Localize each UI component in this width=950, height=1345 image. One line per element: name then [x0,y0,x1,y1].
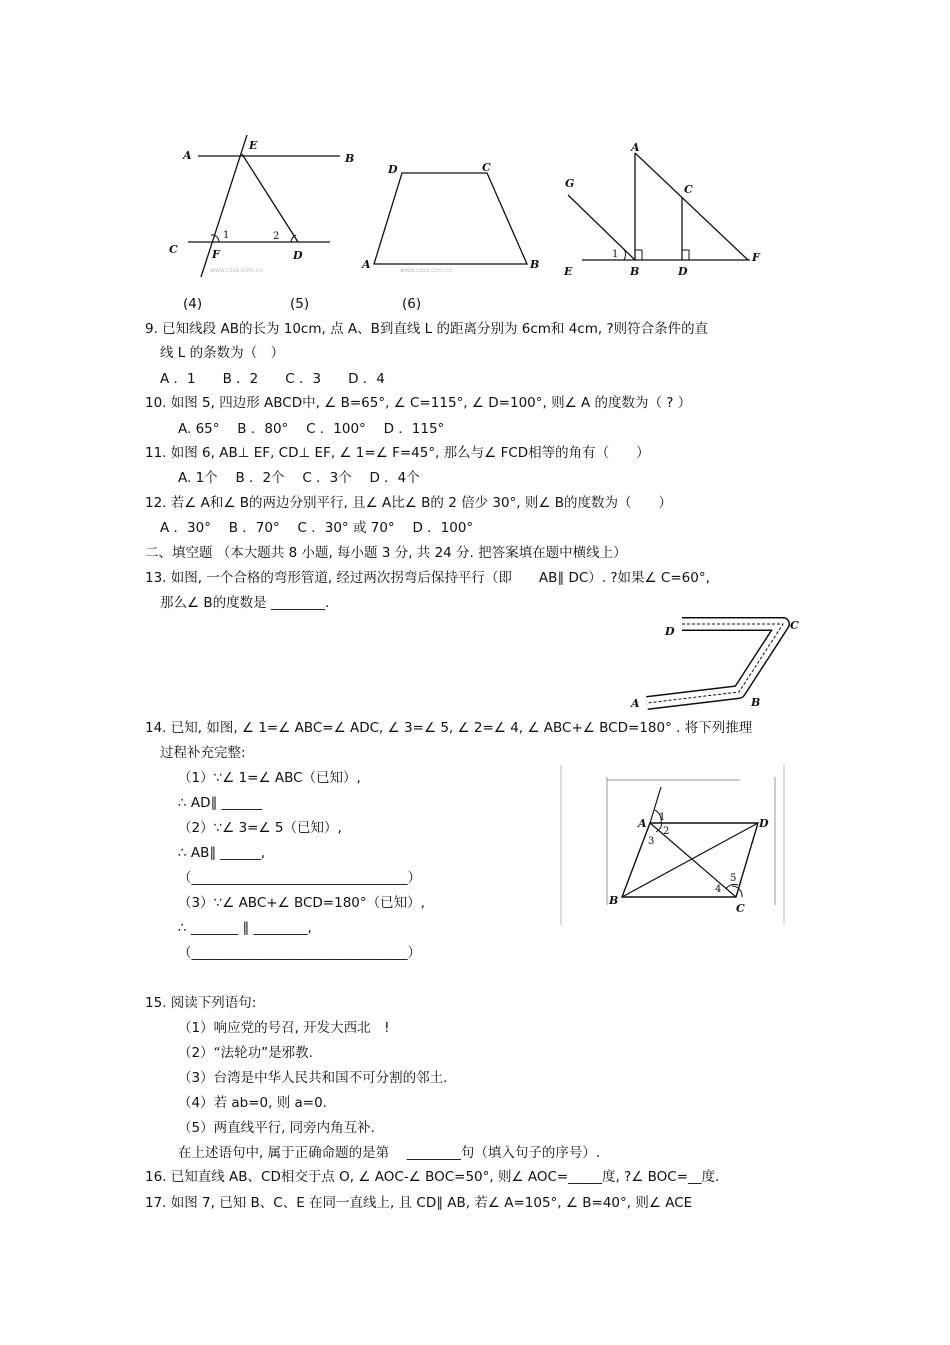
fig14-label-d: D [759,817,769,830]
fig4-label-e: E [249,139,258,152]
q15-item2: （2）“法轮功”是邪教. [178,1045,313,1061]
fig5-label-b: B [530,258,540,271]
fig4-angle-1: 1 [223,230,230,241]
q14-step2-reason: （________________________________） [178,870,421,886]
q14-figure [560,765,790,930]
q12-options: A ．30° B ．70° C ．30° 或 70° D ．100° [160,520,474,536]
fig6-label-d: D [678,265,688,278]
q15-item1: （1）响应党的号召, 开发大西北 ! [178,1020,390,1036]
fig14-angle-4: 4 [715,884,722,895]
figure-5-diagram [360,160,545,275]
caption-fig6: (6) [402,296,422,312]
q14-step1: （1）∵∠ 1=∠ ABC（已知）, [178,770,361,786]
fig6-angle-1: 1 [612,249,619,260]
q10-options: A. 65° B ．80° C ．100° D ．115° [178,421,445,437]
pipe-label-c: C [790,619,799,632]
figure-4 [165,135,365,285]
q9-line2: 线 L 的条数为（ ） [160,345,285,361]
q14-line1: 14. 已知, 如图, ∠ 1=∠ ABC=∠ ADC, ∠ 3=∠ 5, ∠ 2=∠ 4, ∠ ABC+∠ BCD=180° . 将下列推理 [145,720,753,736]
q9-line1: 9. 已知线段 AB的长为 10cm, 点 A、B到直线 L 的距离分别为 6cm和 4cm, ?则符合条件的直 [145,321,709,337]
q15-stem: 15. 阅读下列语句: [145,995,257,1011]
q14-step2-result: ∴ AB∥ ______, [178,845,266,861]
pipe-label-d: D [665,625,675,638]
fig14-label-c: C [736,902,745,915]
q15-item4: （4）若 ab=0, 则 a=0. [178,1095,327,1111]
figure-6 [560,135,770,285]
fig6-label-b: B [630,265,640,278]
fig5-watermark: www.czsx.com.cn [400,267,453,274]
fig14-angle-5: 5 [730,873,737,884]
pipe-label-a: A [631,697,640,710]
fig14-angle-3: 3 [648,836,655,847]
q13-line1: 13. 如图, 一个合格的弯形管道, 经过两次拐弯后保持平行（即 AB∥ DC）. ?如果∠ C=60°, [145,570,710,586]
q15-item5: （5）两直线平行, 同旁内角互补. [178,1120,375,1136]
q12-stem: 12. 若∠ A和∠ B的两边分别平行, 且∠ A比∠ B的 2 倍少 30°, 则∠ B的度数为（ ） [145,495,673,511]
pipe-figure-diagram [625,615,815,715]
q14-step1-result: ∴ AD∥ ______ [178,795,263,811]
q11-stem: 11. 如图 6, AB⊥ EF, CD⊥ EF, ∠ 1=∠ F=45°, 那么与∠ FCD相等的角有（ ） [145,445,650,461]
q14-figure-diagram [560,765,790,930]
fig4-label-d: D [293,249,303,262]
q17-stem: 17. 如图 7, 已知 B、C、E 在同一直线上, 且 CD∥ AB, 若∠ A=105°, ∠ B=40°, 则∠ ACE [145,1195,693,1211]
q14-step3: （3）∵∠ ABC+∠ BCD=180°（已知）, [178,895,425,911]
section-2-heading: 二、填空题 （本大题共 8 小题, 每小题 3 分, 共 24 分. 把答案填在题中横线上） [145,545,627,561]
fig6-label-g: G [565,177,575,190]
figure-5 [360,160,545,275]
fig6-label-c: C [684,183,693,196]
q11-options: A. 1个 B ．2个 C ．3个 D ．4个 [178,470,420,486]
q14-step3-reason: （________________________________） [178,945,421,961]
q14-step3-result: ∴ _______ ∥ ________, [178,920,312,936]
figure-6-diagram [560,135,770,285]
fig5-label-c: C [482,161,491,174]
pipe-label-b: B [751,696,761,709]
fig4-watermark: www.czsx.com.cn [210,267,263,274]
fig14-label-b: B [609,894,619,907]
q15-question: 在上述语句中, 属于正确命题的是第 ________句（填入句子的序号）. [178,1145,601,1161]
fig6-label-f: F [752,251,760,264]
fig4-label-a: A [183,149,192,162]
q13-line2: 那么∠ B的度数是 ________. [160,595,330,611]
fig4-label-f: F [212,248,220,261]
q16-stem: 16. 已知直线 AB、CD相交于点 O, ∠ AOC-∠ BOC=50°, 则∠ AOC=_____度, ?∠ BOC=__度. [145,1169,720,1185]
pipe-figure [625,615,815,715]
fig14-angle-2: 2 [663,826,670,837]
fig4-label-b: B [345,152,355,165]
fig5-label-a: A [362,258,371,271]
fig4-label-c: C [169,243,178,256]
fig6-label-e: E [564,265,573,278]
q9-options: A ．1 B ．2 C ．3 D ．4 [160,371,385,387]
figure-4-diagram [165,135,365,285]
q14-line2: 过程补充完整: [160,745,246,761]
q14-step2: （2）∵∠ 3=∠ 5（已知）, [178,820,342,836]
fig4-angle-2: 2 [273,231,280,242]
caption-fig4: (4) [183,296,203,312]
q15-item3: （3）台湾是中华人民共和国不可分割的邻土. [178,1070,448,1086]
fig14-angle-1: 1 [659,812,666,823]
fig14-label-a: A [638,817,647,830]
caption-fig5: (5) [290,296,310,312]
q10-stem: 10. 如图 5, 四边形 ABCD中, ∠ B=65°, ∠ C=115°, ∠ D=100°, 则∠ A 的度数为（ ? ） [145,395,692,411]
fig6-label-a: A [631,141,640,154]
fig5-label-d: D [388,163,398,176]
